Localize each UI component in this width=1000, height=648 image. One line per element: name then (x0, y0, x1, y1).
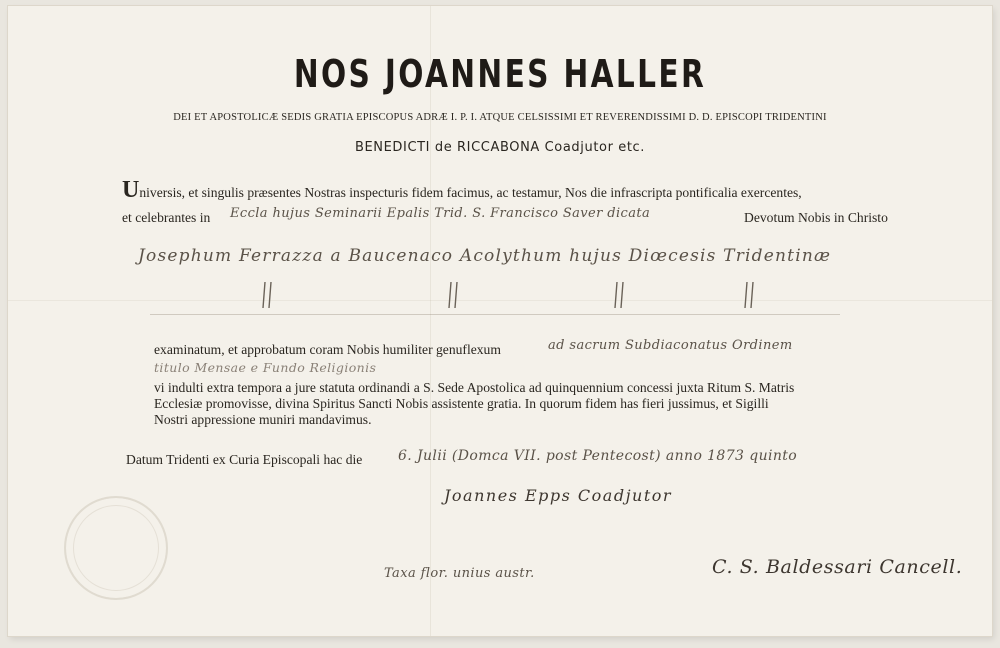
paragraph-1-text: niversis, et singulis præsentes Nostras inspecturis fidem facimus, ac testamur, Nos die infrascripta pontificalia exercentes, (139, 185, 802, 200)
paragraph-1-line-2-end: Devotum Nobis in Christo (744, 210, 888, 225)
ecclesiae-line: Ecclesiæ promovisse, divina Spiritus Sancti Nobis assistente gratia. In quorum fidem has fieri jussimus, et Sigilli (154, 396, 769, 411)
datum-line: Datum Tridenti ex Curia Episcopali hac die (126, 452, 363, 467)
coadjutor-line: BENEDICTI de RICCABONA Coadjutor etc. (354, 140, 646, 155)
ditto-mark-4 (742, 280, 756, 310)
handwritten-church: Eccla hujus Seminarii Epalis Trid. S. Francisco Saver dicata (230, 206, 651, 221)
chancellor-signature: C. S. Baldessari Cancell. (712, 556, 963, 578)
paragraph-1-line-2-start: et celebrantes in (122, 210, 211, 225)
examinatum-line: examinatum, et approbatum coram Nobis humiliter genuflexum (154, 342, 501, 357)
fold-line-vertical (430, 6, 431, 636)
handwritten-order: ad sacrum Subdiaconatus Ordinem (548, 338, 793, 353)
faint-rule (150, 314, 840, 315)
handwritten-date: 6. Julii (Domca VII. post Pentecost) anno 1873 quinto (398, 448, 798, 464)
document-title: NOS JOANNES HALLER (293, 52, 707, 96)
handwritten-taxa: Taxa flor. unius austr. (384, 566, 535, 581)
bishop-signature: Joannes Epps Coadjutor (444, 486, 673, 505)
embossed-seal (64, 496, 168, 600)
ditto-mark-2 (446, 280, 460, 310)
paragraph-1-line-1 (122, 178, 802, 202)
fold-line-horizontal (8, 300, 992, 301)
document-subtitle: DEI ET APOSTOLICÆ SEDIS GRATIA EPISCOPUS ADRÆ I. P. I. ATQUE CELSISSIMI ET REVERENDISSIMI D. D. EPISCOPI TRIDENTINI (173, 112, 827, 123)
handwritten-ordinand: Josephum Ferrazza a Baucenaco Acolythum hujus Diœcesis Tridentinæ (138, 246, 832, 266)
handwritten-titulus: titulo Mensae e Fundo Religionis (154, 360, 377, 375)
nostri-line: Nostri appressione muniri mandavimus. (154, 412, 372, 427)
indult-line: vi indulti extra tempora a jure statuta ordinandi a S. Sede Apostolica ad quinquennium concessi juxta Ritum S. Matris (154, 380, 795, 395)
ditto-mark-3 (612, 280, 626, 310)
ditto-mark-1 (260, 280, 274, 310)
drop-cap: U (122, 177, 140, 203)
